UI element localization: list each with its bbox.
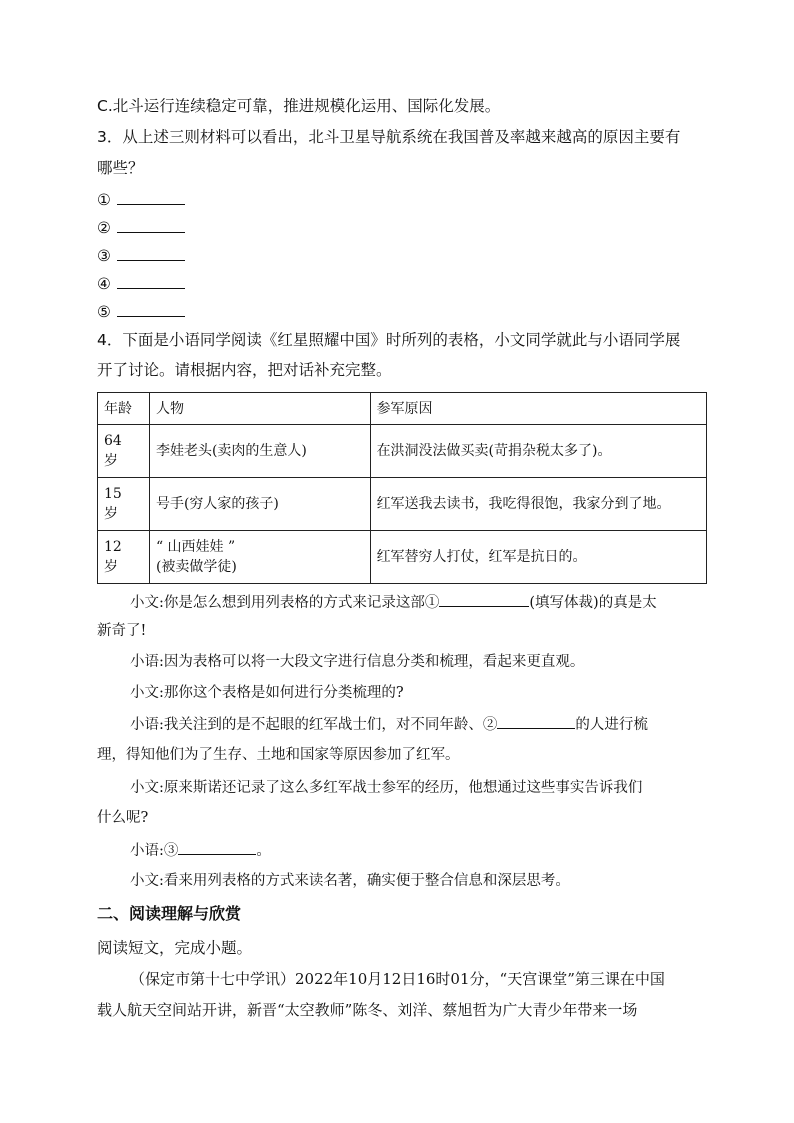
answer-blank-1[interactable] — [97, 190, 185, 210]
blank-underline — [117, 190, 185, 205]
table-header-age: 年龄 — [98, 393, 150, 425]
question-4-line-1: 4．下面是小语同学阅读《红星照耀中国》时所列的表格，小文同学就此与小语同学展 — [97, 331, 681, 349]
circled-number: ② — [97, 219, 111, 237]
blank-underline — [117, 302, 185, 317]
blank-underline — [117, 274, 185, 289]
question-3-line-2: 哪些？ — [97, 159, 144, 177]
dialog-line-3: 小文:那你这个表格是如何进行分类梳理的? — [130, 685, 404, 701]
age-cell: 15 岁 — [98, 478, 150, 531]
reading-table — [97, 392, 707, 584]
option-c-text: C.北斗运行连续稳定可靠，推进规模化运用、国际化发展。 — [97, 97, 501, 115]
blank-underline[interactable] — [439, 592, 529, 607]
blank-underline[interactable] — [178, 840, 256, 855]
table-header-reason: 参军原因 — [370, 393, 706, 425]
table-header-person: 人物 — [149, 393, 370, 425]
answer-blank-4[interactable] — [97, 274, 185, 294]
circled-number: ③ — [97, 247, 111, 265]
question-4-line-2: 开了讨论。请根据内容，把对话补充完整。 — [97, 361, 392, 379]
reason-cell: 红军替穷人打仗，红军是抗日的。 — [370, 531, 706, 584]
dialog-line-1: 小文:你是怎么想到用列表格的方式来记录这部① (填写体裁)的真是太 — [130, 592, 657, 613]
dialog-line-1-cont: 新奇了! — [97, 623, 147, 639]
dialog-line-5-cont: 什么呢? — [97, 810, 149, 826]
dialog-line-6: 小语:③ 。 — [130, 840, 271, 861]
reason-cell: 在洪洞没法做买卖(苛捐杂税太多了)。 — [370, 425, 706, 478]
circled-number: ④ — [97, 275, 111, 293]
dialog-line-5: 小文:原来斯诺还记录了这么多红军战士参军的经历，他想通过这些事实告诉我们 — [130, 780, 643, 796]
dialog-line-4-cont: 理，得知他们为了生存、土地和国家等原因参加了红军。 — [97, 747, 460, 763]
dialog-line-2: 小语:因为表格可以将一大段文字进行信息分类和梳理，看起来更直观。 — [130, 654, 585, 670]
section-2-title: 二、阅读理解与欣赏 — [97, 904, 242, 923]
dialog-line-7: 小文:看来用列表格的方式来读名著，确实便于整合信息和深层思考。 — [130, 873, 570, 889]
blank-underline — [117, 218, 185, 233]
person-cell: 号手(穷人家的孩子) — [149, 478, 370, 531]
dialog-line-4: 小语:我关注到的是不起眼的红军战士们，对不同年龄、② 的人进行梳 — [130, 714, 648, 735]
answer-blank-5[interactable] — [97, 302, 185, 322]
person-cell: “ 山西娃娃 ” (被卖做学徒) — [149, 531, 370, 584]
section-2-intro: 阅读短文，完成小题。 — [97, 939, 253, 957]
passage-line-2: 载人航天空间站开讲，新晋“太空教师”陈冬、刘洋、蔡旭哲为广大青少年带来一场 — [97, 1001, 638, 1019]
blank-underline[interactable] — [497, 714, 575, 729]
blank-underline — [117, 246, 185, 261]
circled-number: ① — [97, 191, 111, 209]
person-cell: 李娃老头(卖肉的生意人) — [149, 425, 370, 478]
question-3-line-1: 3．从上述三则材料可以看出，北斗卫星导航系统在我国普及率越来越高的原因主要有 — [97, 128, 681, 146]
table-row — [98, 531, 707, 584]
reason-cell: 红军送我去读书，我吃得很饱，我家分到了地。 — [370, 478, 706, 531]
table-header-row — [98, 393, 707, 425]
circled-number: ⑤ — [97, 303, 111, 321]
age-cell: 64 岁 — [98, 425, 150, 478]
answer-blank-3[interactable] — [97, 246, 185, 266]
table-row — [98, 425, 707, 478]
passage-line-1: （保定市第十七中学讯）2022年10月12日16时01分，“天宫课堂”第三课在中国 — [130, 970, 665, 988]
answer-blank-2[interactable] — [97, 218, 185, 238]
age-cell: 12 岁 — [98, 531, 150, 584]
table-row — [98, 478, 707, 531]
